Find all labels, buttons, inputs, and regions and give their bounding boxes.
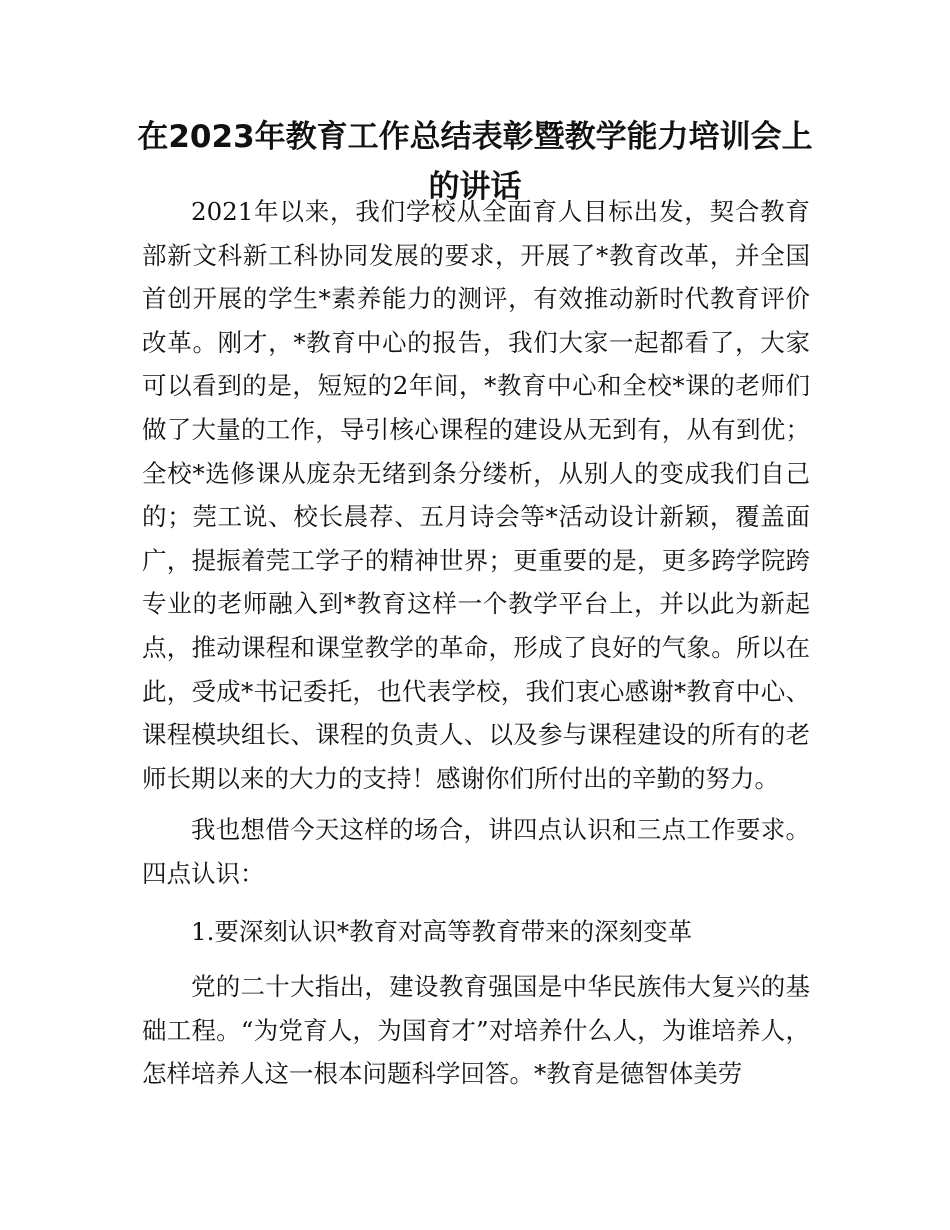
section-heading-1: 1.要深刻认识*教育对高等教育带来的深刻变革 [191, 916, 693, 946]
paragraph-four-points: 我也想借今天这样的场合，讲四点认识和三点工作要求。四点认识： [142, 815, 810, 888]
document-body [142, 190, 810, 1096]
paragraph-section-1: 党的二十大指出，建设教育强国是中华民族伟大复兴的基础工程。“为党育人，为国育才”对培养什么人，为谁培养人，怎样培养人这一根本问题科学回答。*教育是德智体美劳 [142, 972, 810, 1089]
paragraph-intro: 2021年以来，我们学校从全面育人目标出发，契合教育部新文科新工科协同发展的要求，开展了*教育改革，并全国首创开展的学生*素养能力的测评，有效推动新时代教育评价改革。刚才，*教育中心的报告，我们大家一起都看了，大家可以看到的是，短短的2年间，*教育中心和全校*课的老师们做了大量的工作，导引核心课程的建设从无到有，从有到优；全校*选修课从庞杂无绪到条分缕析，从别人的变成我们自己的；莞工说、校长晨荐、五月诗会等*活动设计新颖，覆盖面广，提振着莞工学子的精神世界；更重要的是，更多跨学院跨专业的老师融入到*教育这样一个教学平台上，并以此为新起点，推动课程和课堂教学的革命，形成了良好的气象。所以在此，受成*书记委托，也代表学校，我们衷心感谢*教育中心、课程模块组长、课程的负责人、以及参与课程建设的所有的老师长期以来的大力的支持！感谢你们所付出的辛勤的努力。 [142, 197, 810, 793]
document-title: 在2023年教育工作总结表彰暨教学能力培训会上的讲话 [137, 119, 813, 205]
